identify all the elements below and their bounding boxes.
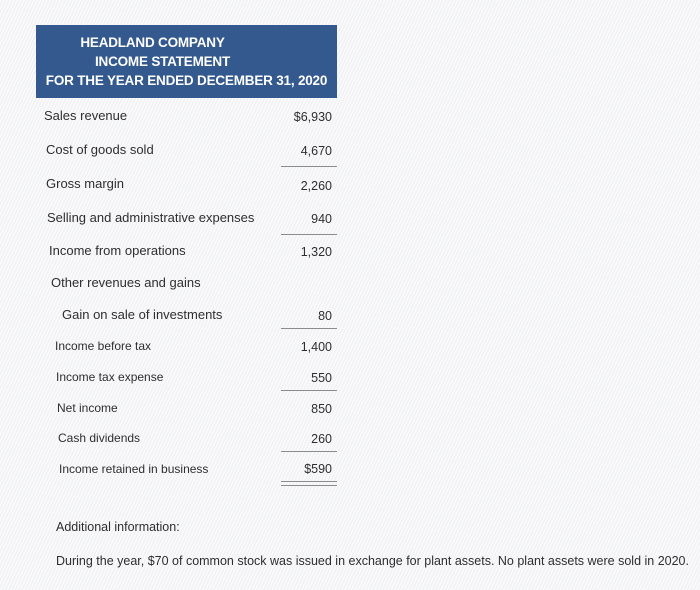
row-amount-sales-revenue: $6,930: [293, 110, 332, 124]
row-label-income-from-operations: Income from operations: [49, 243, 186, 258]
row-label-gain-on-sale-of-investments: Gain on sale of investments: [62, 307, 223, 322]
additional-info-text: During the year, $70 of common stock was issued in exchange for plant assets. No plant assets were sold in 2020.: [56, 554, 689, 568]
row-label-cash-dividends: Cash dividends: [58, 431, 141, 445]
row-label-net-income: Net income: [57, 401, 118, 415]
underline-rule: [281, 234, 337, 235]
underline-rule: [281, 166, 337, 167]
row-amount-cost-of-goods-sold: 4,670: [300, 144, 332, 158]
row-amount-income-from-operations: 1,320: [300, 245, 332, 259]
double-underline-rule: [281, 481, 337, 486]
company-name: HEADLAND COMPANY: [80, 35, 225, 50]
row-amount-income-tax-expense: 550: [311, 371, 332, 385]
additional-info-title: Additional information:: [56, 520, 180, 534]
row-amount-income-retained: $590: [304, 462, 332, 476]
underline-rule: [281, 451, 337, 452]
row-label-income-retained: Income retained in business: [59, 462, 209, 476]
row-amount-net-income: 850: [311, 402, 332, 416]
row-label-income-tax-expense: Income tax expense: [56, 370, 164, 384]
row-amount-income-before-tax: 1,400: [300, 340, 332, 354]
row-label-other-revenues-gains: Other revenues and gains: [51, 275, 201, 290]
row-amount-selling-admin-expenses: 940: [311, 212, 332, 226]
statement-period: FOR THE YEAR ENDED DECEMBER 31, 2020: [45, 73, 328, 88]
underline-rule: [281, 390, 337, 391]
statement-header: [36, 25, 337, 98]
row-amount-gross-margin: 2,260: [300, 179, 332, 193]
row-amount-cash-dividends: 260: [311, 432, 332, 446]
row-label-income-before-tax: Income before tax: [55, 339, 152, 353]
row-label-sales-revenue: Sales revenue: [44, 108, 128, 123]
row-label-selling-admin-expenses: Selling and administrative expenses: [47, 210, 255, 225]
row-amount-gain-on-sale-of-investments: 80: [318, 309, 332, 323]
statement-title: INCOME STATEMENT: [94, 54, 231, 69]
underline-rule: [281, 328, 337, 329]
row-label-cost-of-goods-sold: Cost of goods sold: [46, 142, 154, 157]
row-label-gross-margin: Gross margin: [46, 176, 125, 191]
